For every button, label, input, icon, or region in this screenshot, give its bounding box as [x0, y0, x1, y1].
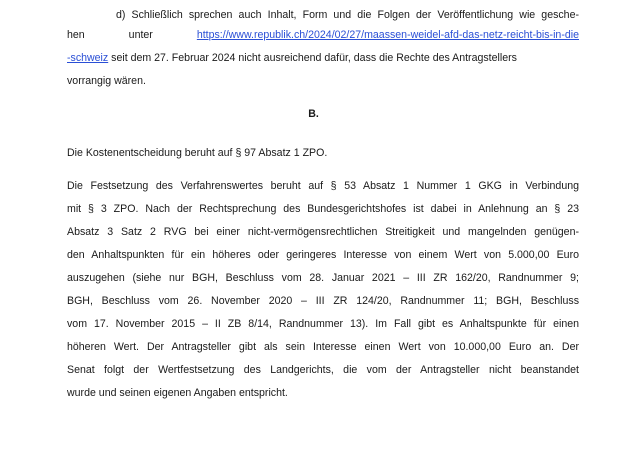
- paragraph-d-line-4: vorrangig wären.: [67, 75, 146, 87]
- cost-decision-paragraph: Die Kostenentscheidung beruht auf § 97 Absatz 1 ZPO.: [67, 147, 328, 159]
- value-paragraph-line-9: Senat folgt der Wertfestsetzung des Landgerichts, die vom der Antragsteller nicht beanstandet: [67, 364, 579, 376]
- value-paragraph-line-1: Die Festsetzung des Verfahrenswertes beruht auf § 53 Absatz 1 Nummer 1 GKG in Verbindung: [67, 180, 579, 192]
- republik-article-link[interactable]: https://www.republik.ch/2024/02/27/maassen-weidel-afd-das-netz-reicht-bis-in-die: [196, 29, 579, 41]
- value-paragraph-line-8: höheren Wert. Der Antragsteller gibt als sein Interesse einen Wert von 10.000,00 Euro an. Der: [67, 341, 579, 353]
- paragraph-d-prefix: hen unter: [67, 29, 153, 41]
- value-paragraph-line-3: Absatz 3 Satz 2 RVG bei einer nicht-vermögensrechtlichen Streitigkeit und mangelnden genügen-: [67, 226, 579, 238]
- paragraph-d-line-1: d) Schließlich sprechen auch Inhalt, Form und die Folgen der Veröffentlichung wie gesche-: [116, 9, 579, 21]
- section-heading: B.: [308, 108, 319, 120]
- paragraph-d-line-2: [67, 28, 579, 42]
- value-paragraph-line-10: wurde und seinen eigenen Angaben entspricht.: [67, 387, 288, 399]
- value-paragraph-line-4: den Anhaltspunkten für ein höheres oder geringeres Interesse von einem Wert von 5.000,00 Euro: [67, 249, 579, 261]
- value-paragraph-line-5: auszugehen (siehe nur BGH, Beschluss vom 28. Januar 2021 – III ZR 162/20, Randnummer 9;: [67, 272, 579, 284]
- value-paragraph-line-6: BGH, Beschluss vom 26. November 2020 – III ZR 124/20, Randnummer 11; BGH, Beschluss: [67, 295, 579, 307]
- value-paragraph-line-7: vom 17. November 2015 – II ZB 8/14, Randnummer 13). Im Fall gibt es Anhaltspunkte für einen: [67, 318, 579, 330]
- paragraph-d-text: seit dem 27. Februar 2024 nicht ausreichend dafür, dass die Rechte des Antragstellers: [108, 52, 517, 64]
- republik-article-link-continuation[interactable]: -schweiz: [67, 52, 109, 64]
- paragraph-d-line-3: [67, 51, 517, 65]
- value-paragraph-line-2: mit § 3 ZPO. Nach der Rechtsprechung des Bundesgerichtshofes ist dabei in Anlehnung an § 23: [67, 203, 579, 215]
